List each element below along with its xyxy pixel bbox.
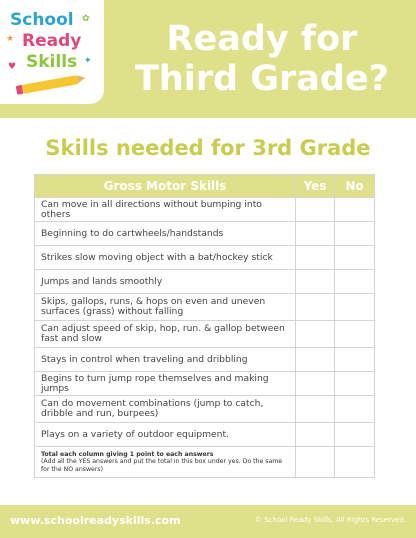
logo-text-school: School xyxy=(10,10,74,30)
skill-cell: Can adjust speed of skip, hop, run. & gallop between fast and slow xyxy=(35,321,296,348)
table-row xyxy=(35,246,375,270)
sparkle-icon: ✦ xyxy=(84,56,92,66)
logo-text-skills: Skills xyxy=(26,52,78,72)
logo[interactable] xyxy=(0,0,104,104)
skill-cell: Jumps and lands smoothly xyxy=(35,270,296,294)
logo-text-ready: Ready xyxy=(22,31,82,51)
website-link[interactable]: www.schoolreadyskills.com xyxy=(10,514,181,527)
yes-checkbox-cell[interactable] xyxy=(296,270,335,294)
no-checkbox-cell[interactable] xyxy=(335,321,375,348)
no-checkbox-cell[interactable] xyxy=(335,246,375,270)
column-header-no: No xyxy=(335,175,375,198)
section-heading: Skills needed for 3rd Grade xyxy=(45,136,371,160)
skill-cell: Can move in all directions without bumping into others xyxy=(35,198,296,222)
no-checkbox-cell[interactable] xyxy=(335,423,375,447)
yes-checkbox-cell[interactable] xyxy=(296,348,335,372)
no-checkbox-cell[interactable] xyxy=(335,198,375,222)
table-row xyxy=(35,348,375,372)
yes-checkbox-cell[interactable] xyxy=(296,294,335,321)
no-checkbox-cell[interactable] xyxy=(335,270,375,294)
yes-checkbox-cell[interactable] xyxy=(296,198,335,222)
no-checkbox-cell[interactable] xyxy=(335,294,375,321)
page-title-line-1: Ready for xyxy=(166,19,358,59)
table-header-row xyxy=(35,175,375,198)
skill-cell: Begins to turn jump rope themselves and making jumps xyxy=(35,372,296,396)
yes-checkbox-cell[interactable] xyxy=(296,246,335,270)
skill-cell: Skips, gallops, runs, & hops on even and uneven surfaces (grass) without falling xyxy=(35,294,296,321)
table-row xyxy=(35,396,375,423)
no-checkbox-cell[interactable] xyxy=(335,348,375,372)
no-checkbox-cell[interactable] xyxy=(335,372,375,396)
no-total-cell[interactable] xyxy=(335,447,375,478)
yes-checkbox-cell[interactable] xyxy=(296,396,335,423)
copyright-text: © School Ready Skills. All Rights Reserved. xyxy=(254,516,406,524)
no-checkbox-cell[interactable] xyxy=(335,396,375,423)
pencil-icon xyxy=(22,75,79,94)
skill-cell: Plays on a variety of outdoor equipment. xyxy=(35,423,296,447)
skill-cell: Beginning to do cartwheels/handstands xyxy=(35,222,296,246)
table-row xyxy=(35,222,375,246)
skill-cell: Stays in control when traveling and dribbling xyxy=(35,348,296,372)
leaf-icon: ✿ xyxy=(82,14,90,24)
total-row xyxy=(35,447,375,478)
footer-bar xyxy=(0,505,416,538)
total-heading: Total each column giving 1 point to each answers xyxy=(41,451,214,459)
table-row xyxy=(35,423,375,447)
table-row xyxy=(35,198,375,222)
yes-checkbox-cell[interactable] xyxy=(296,372,335,396)
table-row xyxy=(35,372,375,396)
header-banner xyxy=(0,0,416,118)
yes-checkbox-cell[interactable] xyxy=(296,222,335,246)
total-note: (Add all the YES answers and put the total in this box under yes. Do the same for the NO answers) xyxy=(41,458,283,473)
skills-checklist-table xyxy=(34,174,375,478)
no-checkbox-cell[interactable] xyxy=(335,222,375,246)
yes-total-cell[interactable] xyxy=(296,447,335,478)
table-row xyxy=(35,321,375,348)
column-header-skill: Gross Motor Skills xyxy=(35,175,296,198)
column-header-yes: Yes xyxy=(296,175,335,198)
star-icon: ★ xyxy=(6,34,15,44)
skill-cell: Can do movement combinations (jump to catch, dribble and run, burpees) xyxy=(35,396,296,423)
yes-checkbox-cell[interactable] xyxy=(296,423,335,447)
heart-icon: ♥ xyxy=(8,62,17,72)
yes-checkbox-cell[interactable] xyxy=(296,321,335,348)
page-title-line-2: Third Grade? xyxy=(135,59,389,99)
table-row xyxy=(35,270,375,294)
table-row xyxy=(35,294,375,321)
total-instructions-cell xyxy=(35,447,296,478)
skill-cell: Strikes slow moving object with a bat/hockey stick xyxy=(35,246,296,270)
